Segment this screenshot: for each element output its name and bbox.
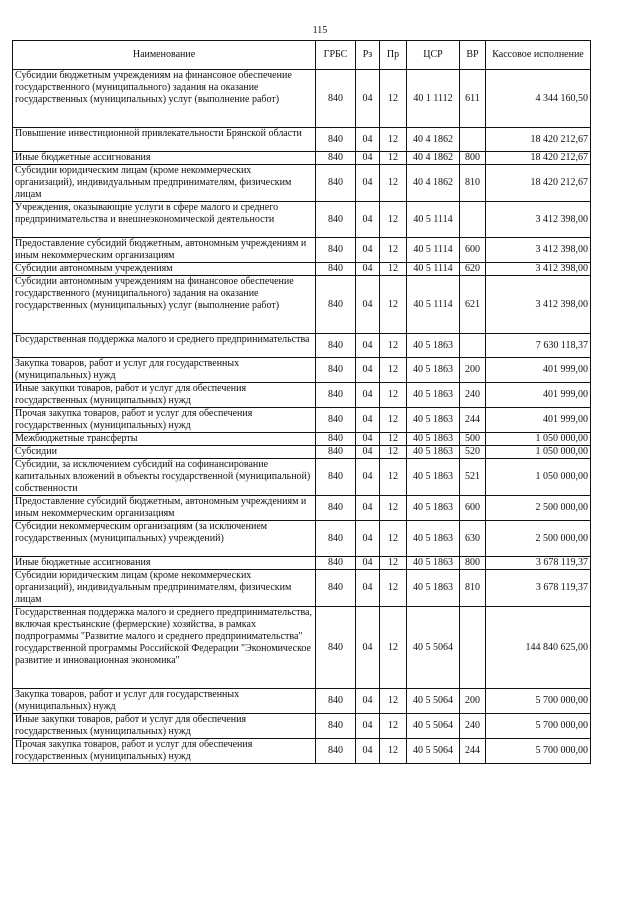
row-name: Государственная поддержка малого и среднего предпринимательства, включая крестьянские (фермерские) хозяйства, в рамках подпрограммы "Развитие малого и среднего предпринимательства" государственной программы Российской Федерации "Экономическое развитие и инновационная экономика" (13, 607, 316, 689)
row-vr: 810 (460, 570, 486, 607)
header-vr: ВР (460, 41, 486, 70)
row-grbs: 840 (316, 739, 356, 764)
row-grbs: 840 (316, 459, 356, 496)
row-amount: 144 840 625,00 (486, 607, 591, 689)
row-csr: 40 5 1863 (407, 446, 460, 459)
row-rz: 04 (356, 408, 380, 433)
row-csr: 40 4 1862 (407, 165, 460, 202)
row-pr: 12 (380, 570, 407, 607)
row-csr: 40 5 1114 (407, 276, 460, 334)
header-grbs: ГРБС (316, 41, 356, 70)
header-amount: Кассовое исполнение (486, 41, 591, 70)
table-row (13, 459, 591, 496)
row-grbs: 840 (316, 689, 356, 714)
row-amount: 7 630 118,37 (486, 334, 591, 358)
row-csr: 40 4 1862 (407, 152, 460, 165)
row-pr: 12 (380, 433, 407, 446)
table-row (13, 263, 591, 276)
row-grbs: 840 (316, 358, 356, 383)
row-amount: 401 999,00 (486, 408, 591, 433)
row-vr: 620 (460, 263, 486, 276)
row-grbs: 840 (316, 557, 356, 570)
row-rz: 04 (356, 334, 380, 358)
row-csr: 40 5 1863 (407, 521, 460, 557)
row-amount: 5 700 000,00 (486, 714, 591, 739)
table-row (13, 446, 591, 459)
row-grbs: 840 (316, 202, 356, 238)
table-row (13, 607, 591, 689)
row-rz: 04 (356, 152, 380, 165)
row-vr: 611 (460, 70, 486, 128)
row-vr: 240 (460, 383, 486, 408)
row-csr: 40 5 1863 (407, 408, 460, 433)
row-csr: 40 5 1863 (407, 557, 460, 570)
row-name: Прочая закупка товаров, работ и услуг для обеспечения государственных (муниципальных) нужд (13, 408, 316, 433)
row-amount: 5 700 000,00 (486, 689, 591, 714)
row-grbs: 840 (316, 383, 356, 408)
row-rz: 04 (356, 607, 380, 689)
row-csr: 40 5 5064 (407, 739, 460, 764)
row-pr: 12 (380, 202, 407, 238)
row-rz: 04 (356, 433, 380, 446)
row-name: Субсидии юридическим лицам (кроме некоммерческих организаций), индивидуальным предпринимателям, физическим лицам (13, 570, 316, 607)
row-rz: 04 (356, 383, 380, 408)
row-vr: 520 (460, 446, 486, 459)
row-grbs: 840 (316, 433, 356, 446)
row-name: Субсидии бюджетным учреждениям на финансовое обеспечение государственного (муниципального) задания на оказание государственных (муниципальных) услуг (выполнение работ) (13, 70, 316, 128)
row-pr: 12 (380, 70, 407, 128)
row-vr: 200 (460, 358, 486, 383)
table-row (13, 358, 591, 383)
row-name: Иные бюджетные ассигнования (13, 152, 316, 165)
row-amount: 3 412 398,00 (486, 202, 591, 238)
row-grbs: 840 (316, 446, 356, 459)
row-rz: 04 (356, 739, 380, 764)
row-pr: 12 (380, 496, 407, 521)
row-csr: 40 5 1863 (407, 383, 460, 408)
table-row (13, 557, 591, 570)
row-name: Предоставление субсидий бюджетным, автономным учреждениям и иным некоммерческим организациям (13, 238, 316, 263)
row-name: Иные бюджетные ассигнования (13, 557, 316, 570)
budget-execution-table (12, 40, 591, 764)
row-pr: 12 (380, 263, 407, 276)
row-name: Закупка товаров, работ и услуг для государственных (муниципальных) нужд (13, 689, 316, 714)
row-grbs: 840 (316, 276, 356, 334)
row-name: Субсидии некоммерческим организациям (за исключением государственных (муниципальных) учреждений) (13, 521, 316, 557)
row-pr: 12 (380, 459, 407, 496)
table-row (13, 238, 591, 263)
row-csr: 40 5 5064 (407, 689, 460, 714)
table-row (13, 128, 591, 152)
table-row (13, 334, 591, 358)
row-name: Межбюджетные трансферты (13, 433, 316, 446)
table-header-row (13, 41, 591, 70)
row-csr: 40 5 1863 (407, 358, 460, 383)
row-amount: 3 678 119,37 (486, 570, 591, 607)
row-rz: 04 (356, 358, 380, 383)
row-vr: 240 (460, 714, 486, 739)
row-rz: 04 (356, 238, 380, 263)
row-name: Субсидии, за исключением субсидий на софинансирование капитальных вложений в объекты государственной (муниципальной) собственности (13, 459, 316, 496)
row-grbs: 840 (316, 496, 356, 521)
row-rz: 04 (356, 70, 380, 128)
row-grbs: 840 (316, 408, 356, 433)
row-amount: 2 500 000,00 (486, 496, 591, 521)
row-name: Субсидии (13, 446, 316, 459)
table-row (13, 202, 591, 238)
table-row (13, 276, 591, 334)
row-vr: 800 (460, 557, 486, 570)
row-grbs: 840 (316, 238, 356, 263)
row-name: Субсидии автономным учреждениям (13, 263, 316, 276)
row-amount: 4 344 160,50 (486, 70, 591, 128)
row-grbs: 840 (316, 521, 356, 557)
row-csr: 40 5 1114 (407, 238, 460, 263)
row-rz: 04 (356, 446, 380, 459)
row-csr: 40 5 5064 (407, 714, 460, 739)
row-name: Повышение инвестиционной привлекательности Брянской области (13, 128, 316, 152)
row-vr: 621 (460, 276, 486, 334)
table-row (13, 408, 591, 433)
row-vr: 521 (460, 459, 486, 496)
row-name: Предоставление субсидий бюджетным, автономным учреждениям и иным некоммерческим организациям (13, 496, 316, 521)
row-pr: 12 (380, 607, 407, 689)
row-name: Иные закупки товаров, работ и услуг для обеспечения государственных (муниципальных) нужд (13, 383, 316, 408)
row-grbs: 840 (316, 334, 356, 358)
row-rz: 04 (356, 276, 380, 334)
row-rz: 04 (356, 570, 380, 607)
row-rz: 04 (356, 714, 380, 739)
row-rz: 04 (356, 689, 380, 714)
row-pr: 12 (380, 408, 407, 433)
row-csr: 40 5 1863 (407, 334, 460, 358)
row-grbs: 840 (316, 263, 356, 276)
row-amount: 1 050 000,00 (486, 433, 591, 446)
row-name: Закупка товаров, работ и услуг для государственных (муниципальных) нужд (13, 358, 316, 383)
row-amount: 3 412 398,00 (486, 263, 591, 276)
row-vr: 244 (460, 408, 486, 433)
row-name: Иные закупки товаров, работ и услуг для обеспечения государственных (муниципальных) нужд (13, 714, 316, 739)
row-amount: 401 999,00 (486, 383, 591, 408)
row-rz: 04 (356, 202, 380, 238)
row-rz: 04 (356, 557, 380, 570)
table-row (13, 165, 591, 202)
row-pr: 12 (380, 276, 407, 334)
row-pr: 12 (380, 383, 407, 408)
row-name: Учреждения, оказывающие услуги в сфере малого и среднего предпринимательства и внешнеэкономической деятельности (13, 202, 316, 238)
row-pr: 12 (380, 557, 407, 570)
row-vr: 800 (460, 152, 486, 165)
row-vr (460, 128, 486, 152)
row-grbs: 840 (316, 570, 356, 607)
row-csr: 40 5 1863 (407, 496, 460, 521)
row-amount: 5 700 000,00 (486, 739, 591, 764)
row-amount: 1 050 000,00 (486, 459, 591, 496)
header-csr: ЦСР (407, 41, 460, 70)
row-name: Государственная поддержка малого и среднего предпринимательства (13, 334, 316, 358)
header-rz: Рз (356, 41, 380, 70)
row-pr: 12 (380, 739, 407, 764)
table-row (13, 383, 591, 408)
row-pr: 12 (380, 334, 407, 358)
row-amount: 2 500 000,00 (486, 521, 591, 557)
row-pr: 12 (380, 714, 407, 739)
row-vr: 244 (460, 739, 486, 764)
row-grbs: 840 (316, 714, 356, 739)
table-row (13, 496, 591, 521)
page-number: 115 (312, 25, 328, 36)
row-grbs: 840 (316, 165, 356, 202)
header-name: Наименование (13, 41, 316, 70)
row-rz: 04 (356, 496, 380, 521)
row-vr (460, 607, 486, 689)
row-amount: 401 999,00 (486, 358, 591, 383)
row-amount: 3 678 119,37 (486, 557, 591, 570)
row-vr: 630 (460, 521, 486, 557)
row-grbs: 840 (316, 607, 356, 689)
row-csr: 40 5 1863 (407, 570, 460, 607)
row-rz: 04 (356, 521, 380, 557)
row-grbs: 840 (316, 152, 356, 165)
row-name: Субсидии автономным учреждениям на финансовое обеспечение государственного (муниципального) задания на оказание государственных (муниципальных) услуг (выполнение работ) (13, 276, 316, 334)
table-row (13, 714, 591, 739)
row-pr: 12 (380, 152, 407, 165)
row-name: Субсидии юридическим лицам (кроме некоммерческих организаций), индивидуальным предпринимателям, физическим лицам (13, 165, 316, 202)
row-vr (460, 202, 486, 238)
table-row (13, 570, 591, 607)
row-csr: 40 5 1114 (407, 202, 460, 238)
table-row (13, 152, 591, 165)
row-amount: 18 420 212,67 (486, 165, 591, 202)
row-csr: 40 1 1112 (407, 70, 460, 128)
header-pr: Пр (380, 41, 407, 70)
row-csr: 40 5 1863 (407, 433, 460, 446)
row-amount: 18 420 212,67 (486, 128, 591, 152)
row-pr: 12 (380, 689, 407, 714)
row-vr: 810 (460, 165, 486, 202)
row-name: Прочая закупка товаров, работ и услуг для обеспечения государственных (муниципальных) нужд (13, 739, 316, 764)
row-rz: 04 (356, 128, 380, 152)
row-grbs: 840 (316, 128, 356, 152)
row-amount: 3 412 398,00 (486, 238, 591, 263)
row-pr: 12 (380, 446, 407, 459)
row-rz: 04 (356, 459, 380, 496)
table-row (13, 521, 591, 557)
row-pr: 12 (380, 238, 407, 263)
row-grbs: 840 (316, 70, 356, 128)
row-vr: 200 (460, 689, 486, 714)
row-vr (460, 334, 486, 358)
row-pr: 12 (380, 128, 407, 152)
row-pr: 12 (380, 165, 407, 202)
row-vr: 600 (460, 496, 486, 521)
row-csr: 40 4 1862 (407, 128, 460, 152)
row-csr: 40 5 5064 (407, 607, 460, 689)
row-csr: 40 5 1114 (407, 263, 460, 276)
table-row (13, 70, 591, 128)
row-pr: 12 (380, 521, 407, 557)
row-amount: 18 420 212,67 (486, 152, 591, 165)
row-pr: 12 (380, 358, 407, 383)
row-vr: 600 (460, 238, 486, 263)
row-amount: 3 412 398,00 (486, 276, 591, 334)
table-row (13, 433, 591, 446)
row-vr: 500 (460, 433, 486, 446)
row-rz: 04 (356, 165, 380, 202)
row-csr: 40 5 1863 (407, 459, 460, 496)
table-row (13, 689, 591, 714)
table-body (13, 70, 591, 764)
table-row (13, 739, 591, 764)
row-amount: 1 050 000,00 (486, 446, 591, 459)
row-rz: 04 (356, 263, 380, 276)
